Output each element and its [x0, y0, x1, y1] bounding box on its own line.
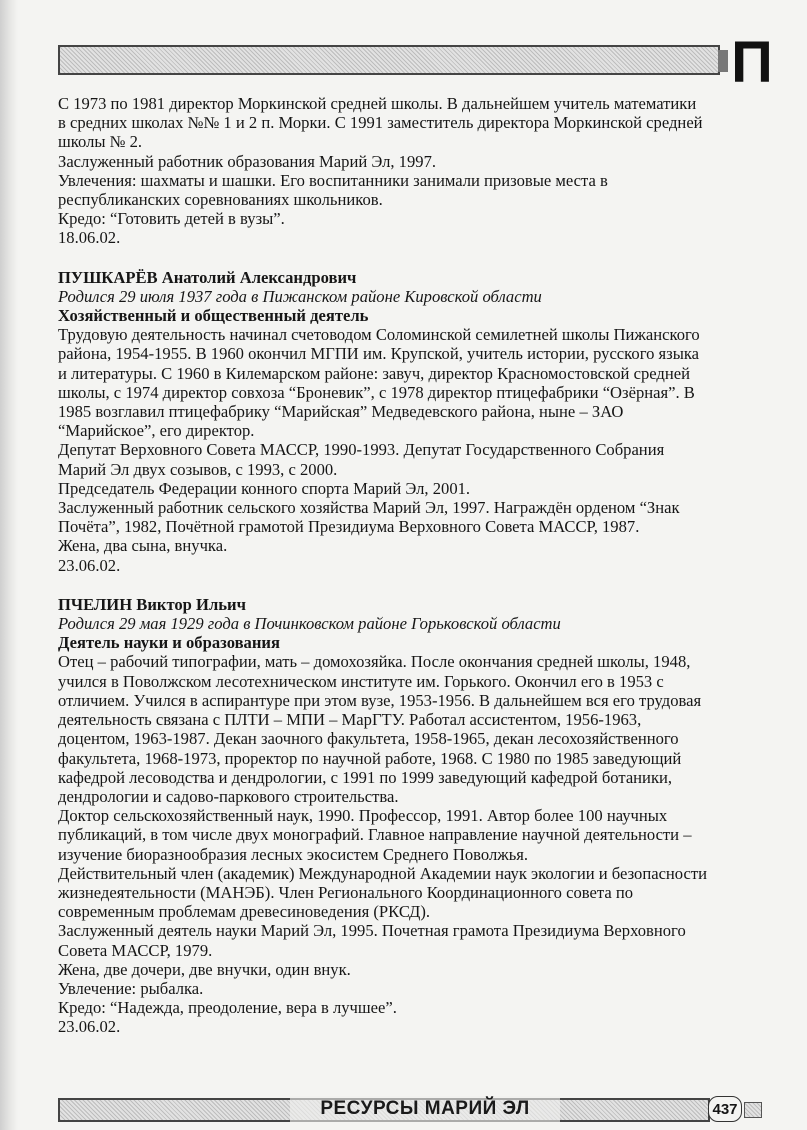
text-line: Жена, две дочери, две внучки, один внук. — [58, 959, 351, 979]
page-content — [58, 94, 770, 1037]
text-line: Депутат Верховного Совета МАССР, 1990-1993. Депутат Государственного Собрания — [58, 440, 665, 460]
biography-entry-pchelin — [58, 595, 770, 1037]
header-decorative-bar — [58, 45, 720, 75]
text-line: кафедрой лесоводства и дендрологии, с 1991 по 1999 заведующий кафедрой ботаники, — [58, 767, 673, 787]
text-line: республиканских соревнованиях школьников. — [58, 190, 383, 210]
person-name: ПУШКАРЁВ Анатолий Александрович — [58, 267, 357, 287]
text-line: Заслуженный работник образования Марий Эл, 1997. — [58, 151, 437, 171]
text-line: в средних школах №№ 1 и 2 п. Морки. С 1991 заместитель директора Моркинской средней — [58, 113, 703, 133]
text-line: публикаций, в том числе двух монографий. Главное направление научной деятельности – — [58, 825, 692, 845]
text-line: школы, с 1974 директор совхоза “Броневик”, с 1978 директор птицефабрики “Озёрная”. В — [58, 382, 695, 402]
text-line: современным проблемам древесиноведения (РКСД). — [58, 902, 431, 922]
occupation-field: Деятель науки и образования — [58, 633, 280, 653]
text-line: Доктор сельскохозяйственный наук, 1990. Профессор, 1991. Автор более 100 научных — [58, 806, 668, 826]
section-letter: П — [731, 30, 773, 95]
occupation-field: Хозяйственный и общественный деятель — [58, 306, 369, 326]
text-line: района, 1954-1955. В 1960 окончил МГПИ им. Крупской, учитель истории, русского языка — [58, 344, 700, 364]
text-line: Марий Эл двух созывов, с 1993, с 2000. — [58, 459, 338, 479]
text-line: 23.06.02. — [58, 555, 121, 575]
text-line: Кредо: “Надежда, преодоление, вера в лучшее”. — [58, 998, 397, 1018]
text-line: школы № 2. — [58, 132, 143, 152]
text-line: Совета МАССР, 1979. — [58, 940, 213, 960]
text-line: Увлечение: рыбалка. — [58, 978, 204, 998]
text-line: Отец – рабочий типографии, мать – домохозяйка. После окончания средней школы, 1948, — [58, 652, 691, 672]
text-line: и литературы. С 1960 в Килемарском районе: завуч, директор Красномостовской средней — [58, 363, 690, 383]
birth-info: Родился 29 июля 1937 года в Пижанском районе Кировской области — [58, 286, 542, 306]
footer-bar-tail — [744, 1102, 762, 1118]
text-line: отличием. Учился в аспирантуре при этом вузе, 1953-1956. В дальнейшем вся его трудовая — [58, 690, 702, 710]
text-line: деятельность связана с ПЛТИ – МПИ – МарГТУ. Работал ассистентом, 1956-1963, — [58, 710, 642, 730]
text-line: Председатель Федерации конного спорта Марий Эл, 2001. — [58, 478, 471, 498]
text-line: дендрологии и садово-паркового строительства. — [58, 786, 399, 806]
text-line: Жена, два сына, внучка. — [58, 536, 228, 556]
text-line: С 1973 по 1981 директор Моркинской средней школы. В дальнейшем учитель математики — [58, 94, 697, 113]
text-line: Кредо: “Готовить детей в вузы”. — [58, 209, 285, 229]
page-number: 437 — [708, 1096, 742, 1122]
text-line: доцентом, 1963-1987. Декан заочного факультета, 1958-1965, декан лесохозяйственного — [58, 729, 679, 749]
person-name: ПЧЕЛИН Виктор Ильич — [58, 594, 246, 614]
text-line: 23.06.02. — [58, 1017, 121, 1037]
text-line: факультета, 1968-1973, проректор по научной работе, 1968. С 1980 по 1985 заведующий — [58, 748, 682, 768]
biography-entry-pushkarev — [58, 268, 770, 575]
text-line: Заслуженный работник сельского хозяйства Марий Эл, 1997. Награждён орденом “Знак — [58, 498, 680, 518]
birth-info: Родился 29 мая 1929 года в Починковском районе Горьковской области — [58, 614, 561, 634]
text-line: 1985 возглавил птицефабрику “Марийская” Медведевского района, ныне – ЗАО — [58, 402, 624, 422]
text-line: учился в Поволжском лесотехническом институте им. Горького. Окончил его в 1953 с — [58, 671, 664, 691]
text-line: Действительный член (академик) Международной Академии наук экологии и безопасности — [58, 863, 708, 883]
text-line: “Марийское”, его директор. — [58, 421, 255, 441]
text-line: 18.06.02. — [58, 228, 121, 248]
text-line: Заслуженный деятель науки Марий Эл, 1995. Почетная грамота Президиума Верховного — [58, 921, 686, 941]
text-line: Почёта”, 1982, Почётной грамотой Президиума Верховного Совета МАССР, 1987. — [58, 517, 640, 537]
page-edge-shadow — [0, 0, 18, 1130]
text-line: Трудовую деятельность начинал счетоводом Соломинской семилетней школы Пижанского — [58, 325, 700, 345]
text-line: Увлечения: шахматы и шашки. Его воспитанники занимали призовые места в — [58, 170, 608, 190]
footer-title: РЕСУРСЫ МАРИЙ ЭЛ — [290, 1096, 560, 1122]
intro-text — [58, 94, 770, 248]
text-line: жизнедеятельности (МАНЭБ). Член Регионального Координационного совета по — [58, 882, 634, 902]
text-line: изучение биоразнообразия лесных экосистем Среднего Поволжья. — [58, 844, 529, 864]
